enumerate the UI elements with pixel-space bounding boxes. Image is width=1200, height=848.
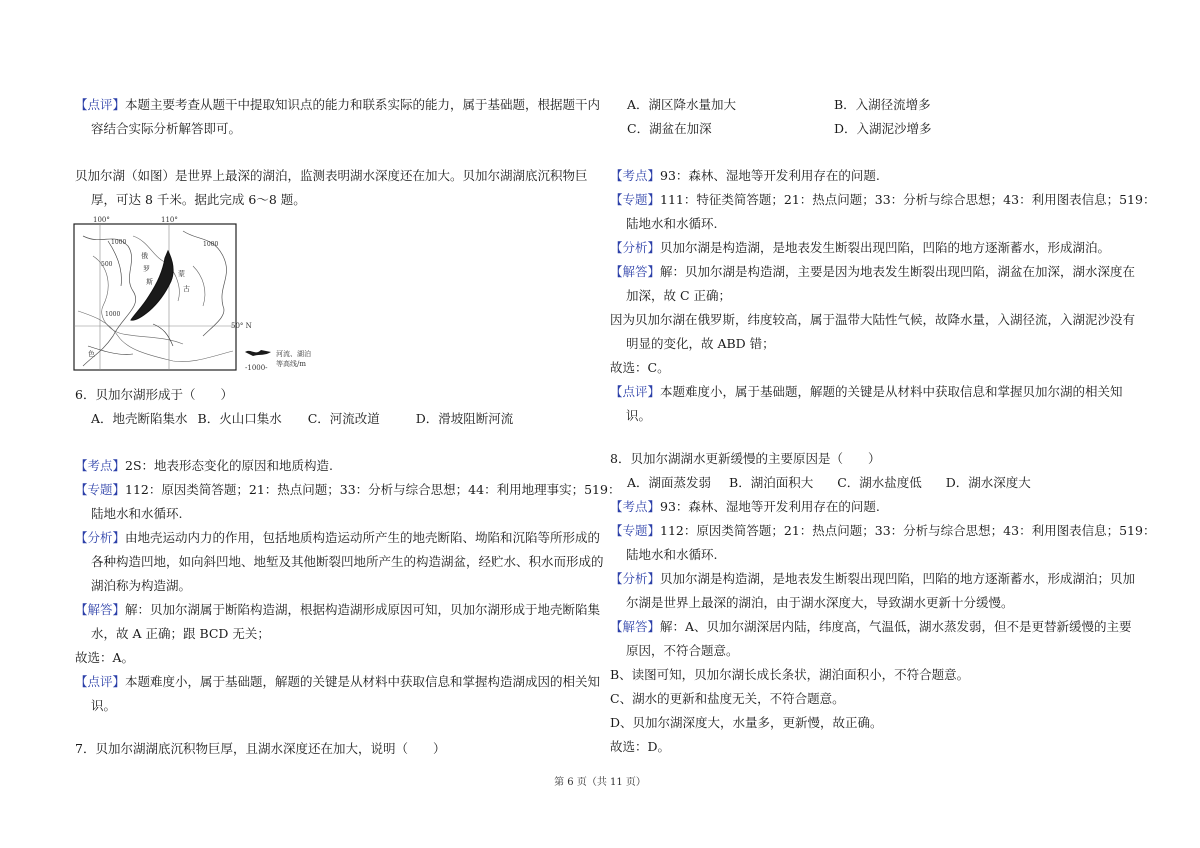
q7-option-d: D．入湖泥沙增多: [834, 121, 932, 136]
fenxi-line-b-2: 尔湖是世界上最深的湖泊，由于湖水深度大，导致湖水更新十分缓慢。: [626, 595, 1014, 610]
zhuanti-line-2: 陆地水和水循环.: [626, 216, 718, 231]
contour-label: 500: [101, 261, 113, 268]
q6-option-c: C．河流改道: [307, 411, 380, 426]
kaodian-line: 【考点】93：森林、湿地等开发利用存在的问题.: [610, 168, 880, 183]
q7-stem: 7．贝加尔湖湖底沉积物巨厚，且湖水深度还在加大，说明（ ）: [75, 741, 446, 756]
answer-line: 故选：A。: [75, 650, 135, 665]
answer-line-2: 故选：D。: [610, 739, 671, 754]
q8-stem: 8．贝加尔湖湖水更新缓慢的主要原因是（ ）: [610, 451, 881, 466]
jieda-line-b-2: 原因，不符合题意。: [626, 643, 739, 658]
legend-river-icon: [245, 350, 271, 356]
kaodian-line: 【考点】2S：地表形态变化的原因和地质构造.: [75, 458, 334, 473]
region-label: 斯: [146, 278, 153, 286]
fenxi-line-3: 湖泊称为构造湖。: [91, 578, 192, 593]
q8-option-d: D．湖水深度大: [945, 475, 1031, 490]
zhuanti-line-b-2: 陆地水和水循环.: [626, 547, 718, 562]
legend-contour-number: -1000-: [245, 364, 268, 372]
region-label: 色: [88, 350, 95, 358]
contour-label: 1000: [105, 311, 121, 318]
q8-option-b: B．湖泊面积大: [729, 475, 814, 490]
fenxi-line: 【分析】贝加尔湖是构造湖，是地表发生断裂出现凹陷，凹陷的地方逐渐蓄水，形成湖泊。: [610, 240, 1111, 255]
review-line-2: 容结合实际分析解答即可。: [91, 121, 242, 136]
baikal-map: [73, 216, 341, 372]
jieda-line: 【解答】解：贝加尔湖是构造湖，主要是因为地表发生断裂出现凹陷，湖盆在加深，湖水深度在: [610, 264, 1136, 279]
dianping-line-2: 识。: [626, 408, 652, 423]
jieda-line-b-4: C、湖水的更新和盐度无关，不符合题意。: [610, 691, 845, 706]
zhuanti-line: 【专题】112：原因类简答题；21：热点问题；33：分析与综合思想；44：利用地理事实；519：: [75, 482, 621, 497]
q6-option-a: A．地壳断陷集水: [91, 411, 188, 426]
fenxi-line: 【分析】由地壳运动内力的作用，包括地质构造运动所产生的地壳断陷、坳陷和沉陷等所形成的: [75, 530, 601, 545]
jieda-line-4: 明显的变化，故 ABD 错；: [626, 336, 775, 351]
q8-options: [627, 474, 1031, 492]
intro-text-2: 厚，可达 8 千米。据此完成 6～8 题。: [91, 192, 306, 207]
q7-option-c: C．湖盆在加深: [627, 121, 712, 136]
q6-option-d: D．滑坡阻断河流: [415, 411, 514, 426]
lon-label-100: 100°: [93, 216, 110, 224]
zhuanti-line-2: 陆地水和水循环.: [91, 506, 183, 521]
answer-line: 故选：C。: [610, 360, 670, 375]
q6-option-b: B．火山口集水: [197, 411, 282, 426]
q7-option-a: A．湖区降水量加大: [627, 97, 737, 112]
kaodian-line-2: 【考点】93：森林、湿地等开发利用存在的问题.: [610, 499, 880, 514]
zhuanti-line: 【专题】111：特征类简答题；21：热点问题；33：分析与综合思想；43：利用图表信息；519：: [610, 192, 1156, 207]
jieda-line-2: 加深，故 C 正确；: [626, 288, 732, 303]
jieda-line: 【解答】解：贝加尔湖属于断陷构造湖，根据构造湖形成原因可知，贝加尔湖形成于地壳断陷集: [75, 602, 601, 617]
q8-option-a: A．湖面蒸发弱: [627, 475, 712, 490]
contour-label: 1000: [111, 239, 127, 246]
jieda-line-b: 【解答】解：A、贝加尔湖深居内陆，纬度高，气温低，湖水蒸发弱，但不是更替新缓慢的主要: [610, 619, 1132, 634]
dianping-line: 【点评】本题难度小，属于基础题，解题的关键是从材料中获取信息和掌握构造湖成因的相关知: [75, 674, 601, 689]
q6-stem: 6．贝加尔湖形成于（ ）: [75, 387, 233, 402]
zhuanti-line-b: 【专题】112：原因类简答题；21：热点问题；33：分析与综合思想；43：利用图表信息；519：: [610, 523, 1156, 538]
jieda-line-b-5: D、贝加尔湖深度大，水量多，更新慢，故正确。: [610, 715, 883, 730]
contour-label: 1000: [203, 241, 219, 248]
q7-option-b: B．入湖径流增多: [834, 97, 931, 112]
dianping-line: 【点评】本题难度小，属于基础题，解题的关键是从材料中获取信息和掌握贝加尔湖的相关知: [610, 384, 1123, 399]
legend-contour-label: 等高线/m: [276, 360, 306, 368]
fenxi-line-2: 各种构造凹地，如向斜凹地、地堑及其他断裂凹地所产生的构造湖盆，经贮水、积水而形成的: [91, 554, 604, 569]
fenxi-line-b: 【分析】贝加尔湖是构造湖，是地表发生断裂出现凹陷，凹陷的地方逐渐蓄水，形成湖泊；贝加: [610, 571, 1136, 586]
review-line: 【点评】本题主要考查从题干中提取知识点的能力和联系实际的能力，属于基础题，根据题干内: [75, 97, 601, 112]
lat-label-50: 50° N: [231, 322, 252, 330]
region-label: 罗: [143, 265, 150, 273]
jieda-line-b-3: B、读图可知，贝加尔湖长成长条状，湖泊面积小，不符合题意。: [610, 667, 970, 682]
region-label: 蒙: [178, 270, 185, 278]
jieda-line-2: 水，故 A 正确；跟 BCD 无关；: [91, 626, 270, 641]
intro-text: 贝加尔湖（如图）是世界上最深的湖泊，监测表明湖水深度还在加大。贝加尔湖湖底沉积物巨: [75, 168, 588, 183]
region-label: 古: [183, 285, 190, 293]
q8-option-c: C．湖水盐度低: [837, 475, 922, 490]
q6-options: [91, 410, 513, 428]
region-label: 俄: [141, 252, 148, 260]
dianping-line-2: 识。: [91, 698, 117, 713]
review-tag: 【点评】: [75, 97, 126, 112]
legend-river-label: 河流、湖泊: [276, 350, 311, 358]
jieda-line-3: 因为贝加尔湖在俄罗斯，纬度较高，属于温带大陆性气候，故降水量，入湖径流，入湖泥沙没有: [610, 312, 1136, 327]
lon-label-110: 110°: [161, 216, 178, 224]
page-footer: 第 6 页（共 11 页）: [554, 777, 646, 788]
